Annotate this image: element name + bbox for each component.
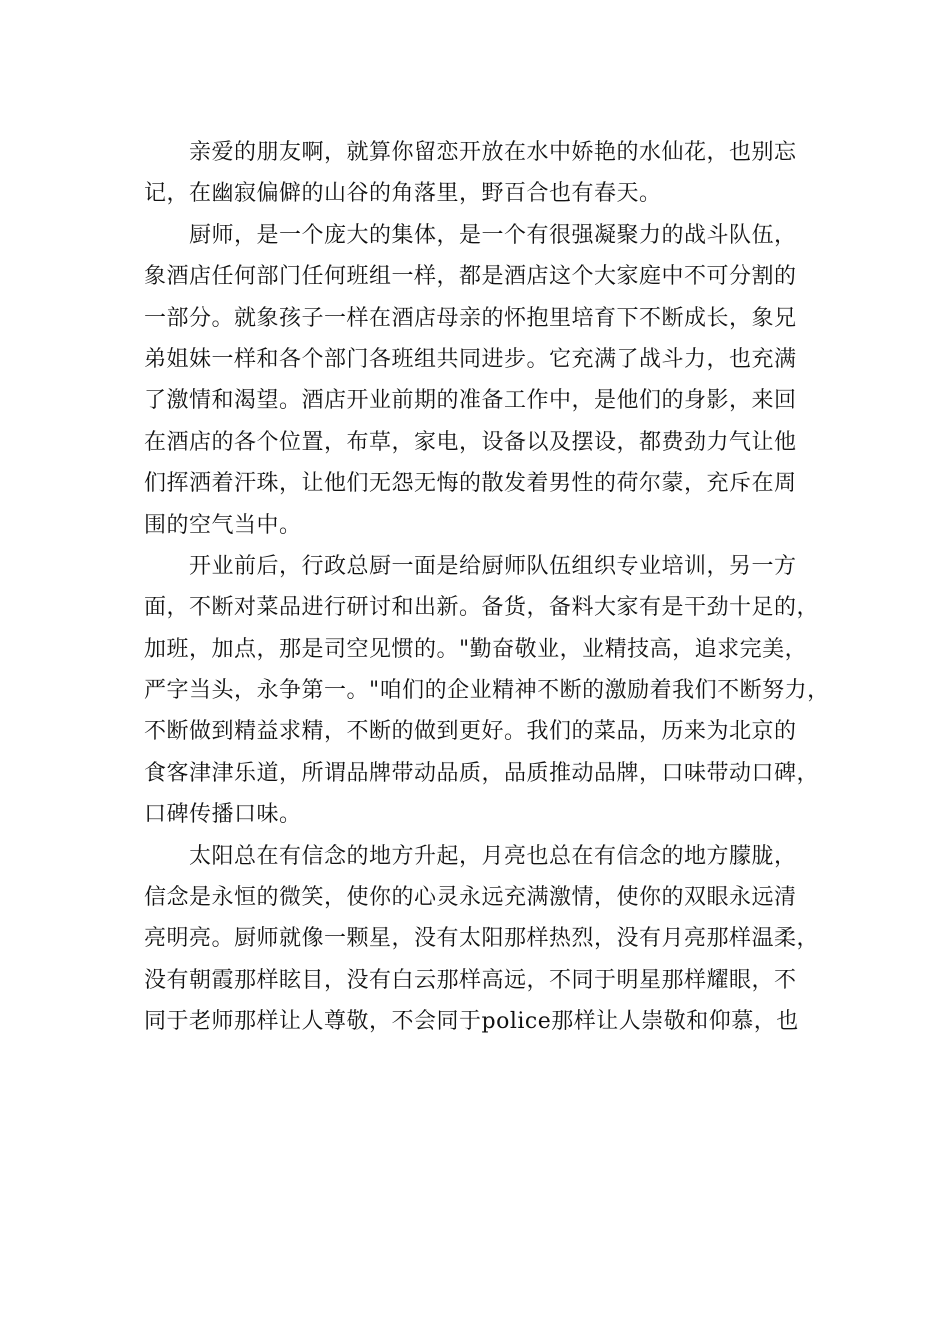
- text-line: 围的空气当中。: [144, 512, 302, 538]
- body-text: [144, 132, 830, 1043]
- text-line: 一部分。就象孩子一样在酒店母亲的怀抱里培育下不断成长，象兄: [144, 305, 797, 331]
- text-line: 厨师，是一个庞大的集体，是一个有很强凝聚力的战斗队伍，: [144, 222, 797, 248]
- text-line: 面，不断对菜品进行研讨和出新。备货，备料大家有是干劲十足的，: [144, 595, 820, 621]
- text-line: 在酒店的各个位置，布草，家电，设备以及摆设，都费劲力气让他: [144, 429, 797, 455]
- text-line: 同于老师那样让人尊敬，不会同于police那样让人崇敬和仰慕，也: [144, 1009, 799, 1035]
- text-line: 们挥洒着汗珠，让他们无怨无悔的散发着男性的荷尔蒙，充斥在周: [144, 471, 797, 497]
- text-line: 象酒店任何部门任何班组一样，都是酒店这个大家庭中不可分割的: [144, 264, 797, 290]
- text-line: 没有朝霞那样眩目，没有白云那样高远，不同于明星那样耀眼，不: [144, 967, 797, 993]
- text-line: 不断做到精益求精，不断的做到更好。我们的菜品，历来为北京的: [144, 719, 797, 745]
- text-line: 食客津津乐道，所谓品牌带动品质，品质推动品牌，口味带动口碑，: [144, 760, 820, 786]
- text-line: 加班，加点，那是司空见惯的。"勤奋敬业，业精技高，追求完美，: [144, 636, 808, 662]
- text-line: 太阳总在有信念的地方升起，月亮也总在有信念的地方朦胧，: [144, 843, 797, 869]
- text-line: 信念是永恒的微笑，使你的心灵永远充满激情，使你的双眼永远清: [144, 885, 797, 911]
- text-line: 记，在幽寂偏僻的山谷的角落里，野百合也有春天。: [144, 181, 662, 207]
- text-line: 开业前后，行政总厨一面是给厨师队伍组织专业培训，另一方: [144, 553, 797, 579]
- text-line: 弟姐妹一样和各个部门各班组共同进步。它充满了战斗力，也充满: [144, 346, 797, 372]
- text-line: 亲爱的朋友啊，就算你留恋开放在水中娇艳的水仙花，也别忘: [144, 140, 797, 165]
- text-line: 口碑传播口味。: [144, 802, 302, 828]
- text-line: 严字当头，永争第一。"咱们的企业精神不断的激励着我们不断努力，: [144, 678, 830, 704]
- text-line: 亮明亮。厨师就像一颗星，没有太阳那样热烈，没有月亮那样温柔，: [144, 926, 820, 952]
- text-line: 了激情和渴望。酒店开业前期的准备工作中，是他们的身影，来回: [144, 388, 797, 414]
